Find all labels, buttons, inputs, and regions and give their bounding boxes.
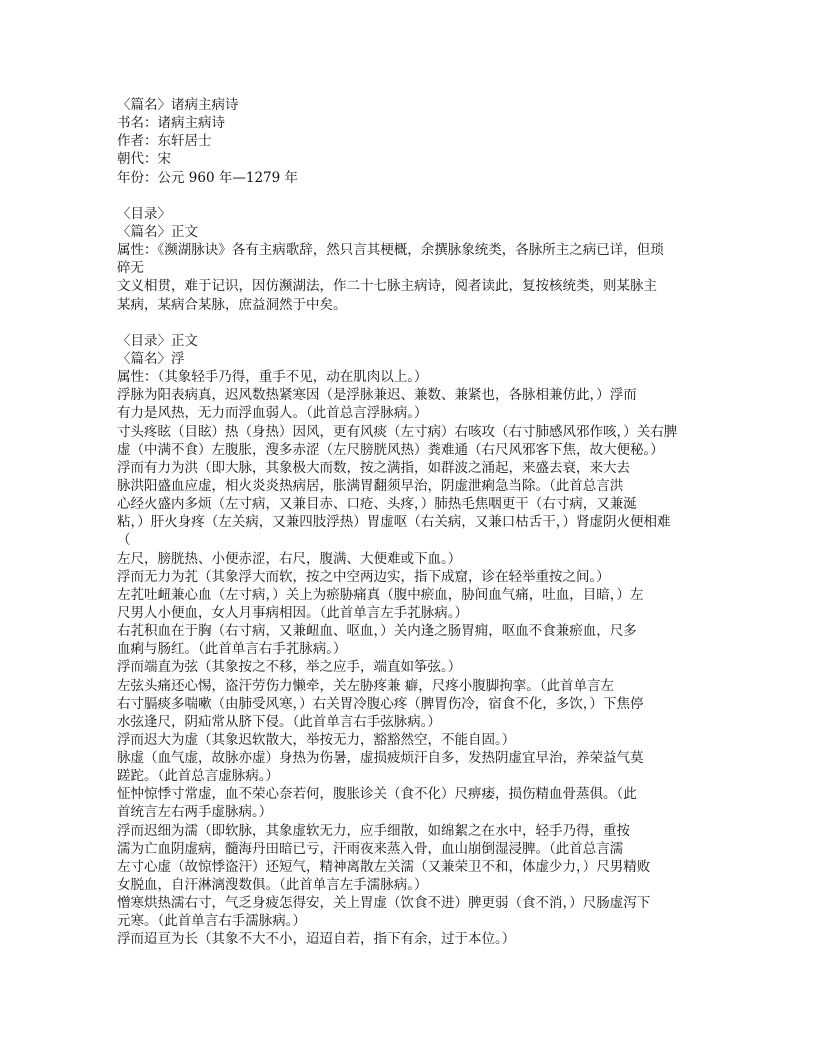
body-line: 左寸心虚（故惊悸盗汗）还短气，精神离散左关濡（又兼荣卫不和，体虚少力，）尺男精败 (117, 858, 651, 875)
body-line: 脉虚（血气虚，故脉亦虚）身热为伤暑，虚损疲烦汗自多，发热阴虚宜早治，养荣益气莫 (117, 750, 644, 767)
body-line: 浮而有力为洪（即大脉，其象极大而数，按之满指，如群波之涌起，来盛去衰，来大去 (117, 459, 630, 476)
body-line: 浮而端直为弦（其象按之不移，举之应手，端直如筝弦。） (117, 659, 462, 676)
body-line: 憎寒烘热濡右寸，气乏身疲怎得安，关上胃虚（饮食不进）脾更弱（食不消，）尺肠虚泻下 (117, 895, 651, 912)
body-line: 虚（中满不食）左腹胀，溲多赤涩（左尺膀胱风热）粪难通（右尺风邪客下焦，故大便秘。） (117, 441, 664, 458)
chapter-title: 〈篇名〉正文 (117, 223, 198, 240)
body-line: 浮而迟细为濡（即软脉，其象虚软无力，应手细散，如绵絮之在水中，轻手乃得，重按 (117, 822, 630, 839)
body-line: 浮脉为阳表病真，迟风数热紧寒因（是浮脉兼迟、兼数、兼紧也，各脉相兼仿此，）浮而 (117, 387, 637, 404)
body-line: （ (117, 532, 131, 549)
body-line: 右芤积血在于胸（右寸病，又兼衄血、呕血，）关内逢之肠胃痈，呕血不食兼瘀血，尺多 (117, 623, 637, 640)
chapter-title: 〈篇名〉浮 (117, 350, 185, 367)
body-line: 水弦逢尺，阴疝常从脐下侵。（此首单言右手弦脉病。） (117, 713, 441, 730)
body-line: 粘，）肝火身疼（左关病，又兼四肢浮热）胃虚呕（右关病，又兼口枯舌干，）肾虚阴火便相难 (117, 514, 671, 531)
body-line: 濡为亡血阴虚病，髓海丹田暗已亏，汗雨夜来蒸入骨，血山崩倒湿浸脾。（此首总言濡 (117, 840, 624, 857)
toc-marker: 〈目录〉 (117, 205, 171, 222)
body-line: 某病，某病合某脉，庶益洞然于中矣。 (117, 296, 347, 313)
body-line: 属性：（其象轻手乃得，重手不见，动在肌肉以上。） (117, 369, 428, 386)
body-line: 右寸膈痰多喘嗽（由肺受风寒，）右关胃冷腹心疼（脾胃伤冷，宿食不化，多饮，）下焦停 (117, 695, 644, 712)
body-line: 心经火盛内多烦（左寸病，又兼目赤、口疮、头疼，）肺热毛焦咽更干（右寸病，又兼涎 (117, 496, 637, 513)
body-line: 怔忡惊悸寸常虚，血不荣心奈若何，腹胀诊关（食不化）尺痹痿，损伤精血骨蒸俱。（此 (117, 786, 637, 803)
article-title: 〈篇名〉诸病主病诗 (117, 97, 239, 113)
book-name: 书名：诸病主病诗 (117, 115, 225, 132)
body-line: 左尺，膀胱热、小便赤涩，右尺，腹满、大便难或下血。） (117, 550, 462, 567)
body-line: 脉洪阳盛血应虚，相火炎炎热病居，胀满胃翻须早治，阴虚泄痢急当除。（此首总言洪 (117, 477, 624, 494)
blank-line (117, 187, 707, 205)
toc-marker: 〈目录〉正文 (117, 332, 198, 349)
body-line: 浮而迢亘为长（其象不大不小，迢迢自若，指下有余，过于本位。） (117, 931, 516, 948)
body-line: 属性：《濒湖脉诀》各有主病歌辞，然只言其梗概，余撰脉象统类，各脉所主之病已详，但琐 (117, 242, 664, 259)
body-line: 左弦头痛还心惕，盗汗劳伤力懒牵，关左胁疼兼 癖，尺疼小腹脚拘挛。（此首单言左 (117, 677, 615, 694)
body-line: 蹉跎。（此首总言虚脉病。） (117, 768, 279, 785)
body-line: 左芤吐衄兼心血（左寸病，）关上为瘀胁痛真（腹中瘀血，胁间血气痛，吐血，目暗，）左 (117, 586, 644, 603)
document-page (117, 96, 707, 949)
years: 年份：公元 960 年—1279 年 (117, 169, 298, 186)
body-line: 女脱血，自汗淋漓溲数俱。（此首单言左手濡脉病。） (117, 877, 428, 894)
body-line: 元寒。（此首单言右手濡脉病。） (117, 913, 306, 930)
body-line: 浮而无力为芤（其象浮大而软，按之中空两边实，指下成窟，诊在轻举重按之间。） (117, 568, 610, 585)
body-line: 尺男人小便血，女人月事病相因。（此首单言左手芤脉病。） (117, 604, 468, 621)
body-line: 有力是风热，无力而浮血弱人。（此首总言浮脉病。） (117, 405, 428, 422)
author: 作者：东轩居士 (117, 133, 212, 150)
body-line: 文义相贯，难于记识，因仿濒湖法，作二十七脉主病诗，阅者读此，复按核统类，则某脉主 (117, 278, 657, 295)
body-line: 血痢与肠红。（此首单言右手芤脉病。） (117, 641, 347, 658)
body-line: 碎无 (117, 260, 144, 277)
body-line: 浮而迟大为虚（其象迟软散大，举按无力，豁豁然空，不能自固。） (117, 731, 516, 748)
body-line: 首统言左右两手虚脉病。） (117, 804, 273, 821)
blank-line (117, 314, 707, 332)
body-line: 寸头疼眩（目眩）热（身热）因风，更有风痰（左寸病）右咳攻（右寸肺感风邪作咳，）关右脾 (117, 423, 678, 440)
dynasty: 朝代：宋 (117, 151, 171, 168)
